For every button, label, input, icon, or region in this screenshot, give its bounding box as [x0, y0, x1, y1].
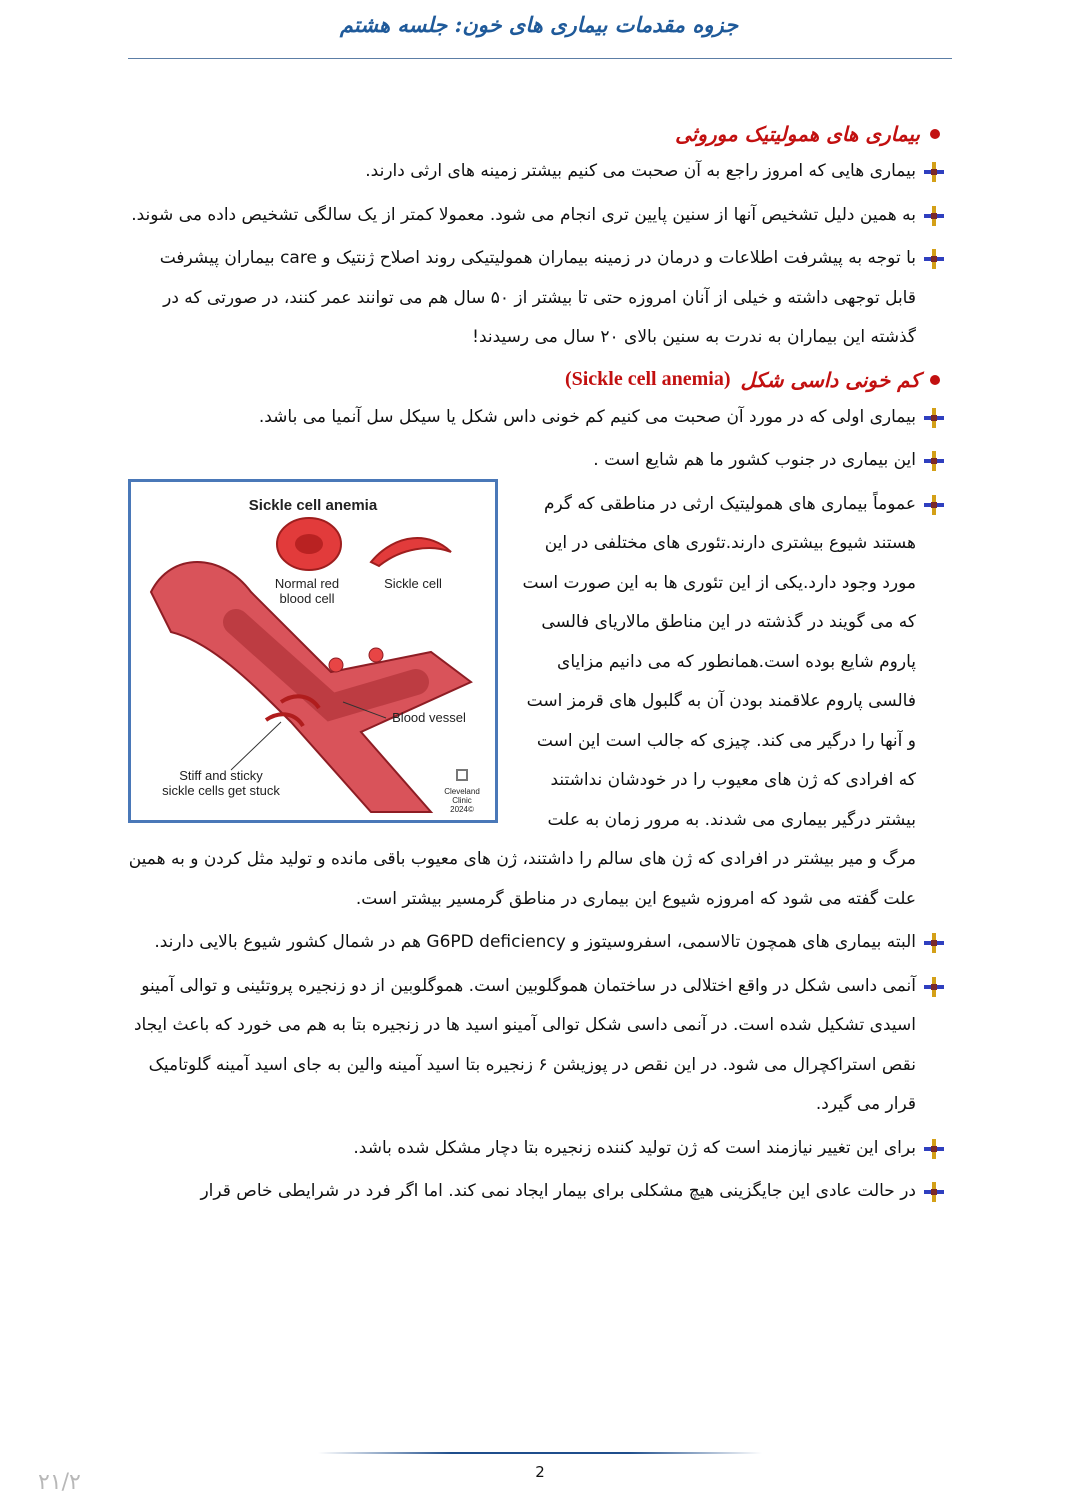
sickle-cell-diagram	[131, 482, 495, 820]
section-heading-english: (Sickle cell anemia)	[564, 368, 731, 390]
red-cell-in-vessel	[369, 648, 383, 662]
list-item	[128, 923, 950, 963]
plus-bullet-icon	[924, 162, 944, 182]
section-heading-hereditary-hemolytic	[128, 122, 940, 146]
list-item	[128, 441, 950, 481]
leader-line-stuck	[231, 722, 281, 770]
list-item-text: این بیماری در جنوب کشور ما هم شایع است .	[593, 450, 916, 470]
plus-bullet-icon	[924, 206, 944, 226]
plus-bullet-icon	[924, 1182, 944, 1202]
section-heading-text: بیماری های همولیتیک موروثی	[675, 122, 920, 146]
label-blood-vessel: Blood vessel	[392, 709, 466, 725]
list-item-text: عموماً بیماری های همولیتیک ارثی در مناطقی که گرم هستند شیوع بیشتری دارند.تئوری های مختلفی در این مورد وجود دارد.یکی از این تئوری ها به این صورت است که می گویند در گذشته در این مناطق مالاریای فالسی پاروم شایع بوده است.همانطور که می دانیم مزایای فالسی پاروم علاقمند بودن آن به گلبول های قرمز است و آنها را درگیر می کند. چیزی که جالب است این است که افرادی که ژن های معیوب را در خودشان نداشتند بیشتر درگیر بیماری می شدند. به مرور زمان به علت مرگ و میر بیشتر در افرادی که ژن های سالم را داشتند، ژن های معیوب باقی مانده و تولید مثل کردن و به همین علت گفته می شود که امروزه شیوع این بیماری در مناطق گرمسیر بیشتر است.	[128, 493, 916, 909]
plus-bullet-icon	[924, 933, 944, 953]
list-item	[128, 1172, 950, 1212]
plus-bullet-icon	[924, 451, 944, 471]
plus-bullet-icon	[924, 1139, 944, 1159]
footer-divider	[318, 1452, 762, 1454]
page-number: 2	[535, 1463, 545, 1481]
list-item	[128, 239, 950, 358]
plus-bullet-icon	[924, 249, 944, 269]
list-item-text: بیماری هایی که امروز راجع به آن صحبت می کنیم بیشتر زمینه های ارثی دارند.	[365, 161, 916, 181]
list-item	[128, 967, 950, 1125]
label-stuck-line1: Stiff and sticky	[179, 767, 263, 783]
section-heading-text: کم خونی داسی شکل	[740, 367, 920, 392]
list-item-text: در حالت عادی این جایگزینی هیچ مشکلی برای بیمار ایجاد نمی کند. اما اگر فرد در شرایطی خاص قرار	[200, 1181, 916, 1201]
sickle-cell-icon	[371, 538, 451, 566]
plus-bullet-icon	[924, 495, 944, 515]
label-sickle-cell: Sickle cell	[384, 575, 442, 591]
normal-red-cell-center	[295, 534, 323, 554]
header-divider	[128, 58, 952, 59]
list-item-with-figure	[128, 485, 950, 920]
list-item	[128, 196, 950, 236]
list-item-text: آنمی داسی شکل در واقع اختلالی در ساختمان هموگلوبین است. هموگلوبین از دو زنجیره پروتئینی و توالی آمینو اسیدی تشکیل شده است. در آنمی داسی شکل توالی آمینو اسید ها در زنجیره بتا به هم می خورد که باعث ایجاد نقص استراکچرال می شود. در این نقص در پوزیشن ۶ زنجیره بتا اسید آمینه والین به جای اسید آمینه گلوتامیک قرار می گیرد.	[133, 975, 916, 1114]
list-item-text: برای این تغییر نیازمند است که ژن تولید کننده زنجیره بتا دچار مشکل شده باشد.	[353, 1137, 916, 1158]
document-body	[128, 112, 950, 1216]
list-item-text: البته بیماری های همچون تالاسمی، اسفروسیتوز و G6PD deficiency هم در شمال کشور شیوع بالایی دارند.	[154, 932, 916, 952]
list-item	[128, 398, 950, 438]
list-item	[128, 1129, 950, 1169]
logo-line2: Clinic	[452, 795, 472, 805]
red-bullet-dot	[930, 129, 940, 139]
clinic-logo-icon	[457, 770, 467, 780]
list-item	[128, 152, 950, 192]
list-item-text: با توجه به پیشرفت اطلاعات و درمان در زمینه بیماران همولیتیکی روند اصلاح ژنتیک و care بیماران پیشرفت قابل توجهی داشته و خیلی از آنان امروزه حتی تا بیشتر از ۵۰ سال هم می توانند عمر کنند، در صورتی که در گذشته این بیماران به ندرت به سنین بالای ۲۰ سال می رسیدند!	[159, 248, 916, 347]
label-normal-line2: blood cell	[279, 590, 335, 606]
red-bullet-dot	[930, 375, 940, 385]
logo-line1: Cleveland	[444, 786, 480, 796]
plus-bullet-icon	[924, 977, 944, 997]
label-normal-line1: Normal red	[274, 575, 340, 591]
list-item-text: بیماری اولی که در مورد آن صحبت می کنیم کم خونی داس شکل یا سیکل سل آنمیا می باشد.	[258, 406, 916, 427]
document-header-title: جزوه مقدمات بیماری های خون: جلسه هشتم	[339, 12, 739, 37]
section-heading-sickle-cell	[128, 368, 940, 392]
figure-title: Sickle cell anemia	[248, 496, 378, 514]
plus-bullet-icon	[924, 408, 944, 428]
sickle-cell-illustration	[128, 479, 498, 823]
logo-line3: ©2024	[450, 804, 474, 814]
corner-page-counter: ۲۱/۲	[38, 1470, 81, 1495]
label-stuck-line2: sickle cells get stuck	[162, 782, 280, 798]
red-cell-in-vessel	[329, 658, 343, 672]
list-item-text: به همین دلیل تشخیص آنها از سنین پایین تری انجام می شود. معمولا کمتر از یک سالگی تشخیص داده می شوند.	[131, 204, 916, 225]
